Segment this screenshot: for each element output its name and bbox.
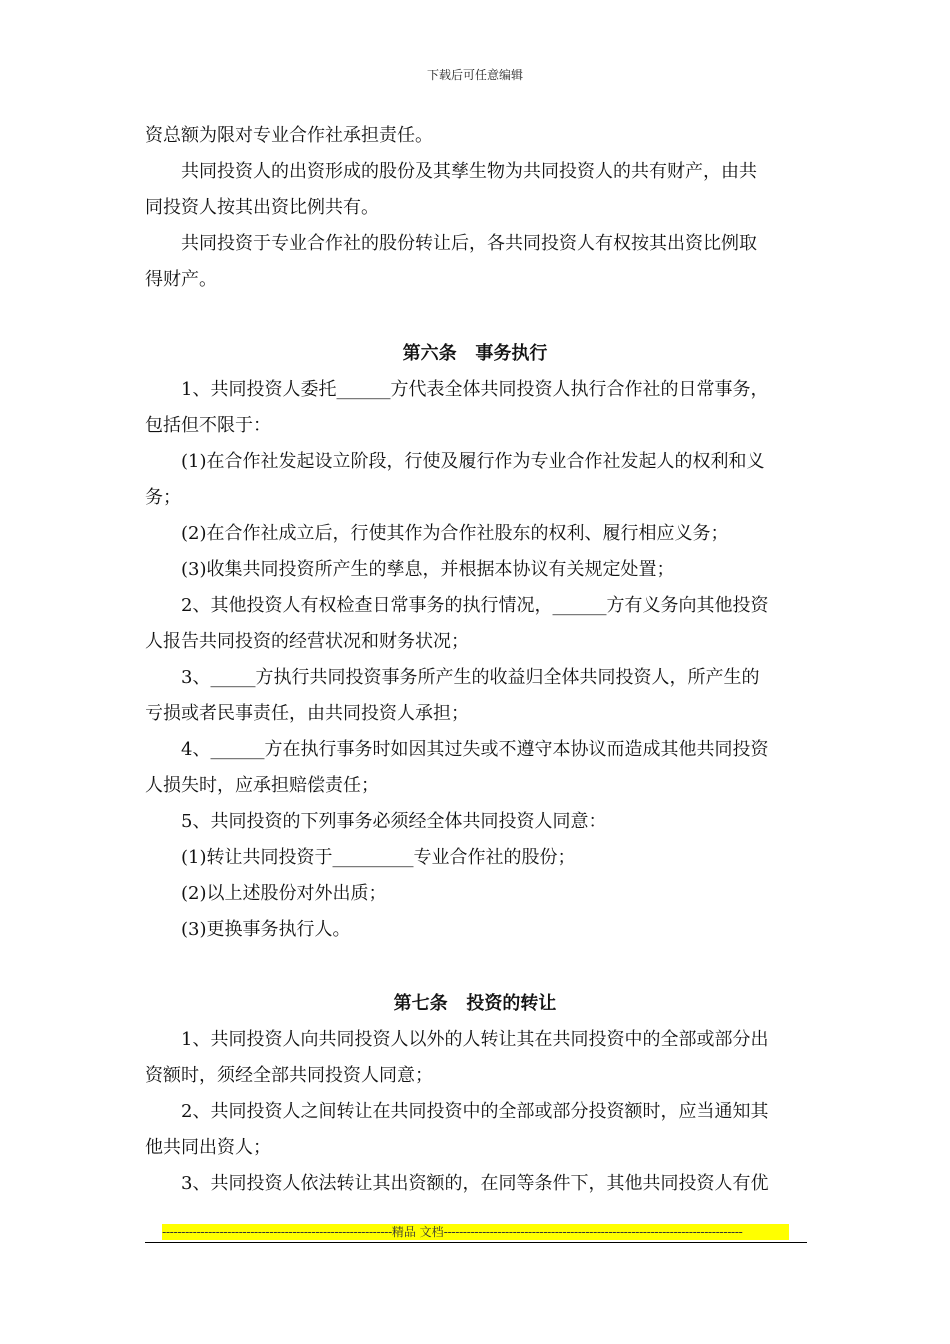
section-heading-6: 第六条 事务执行 <box>402 343 548 364</box>
paragraph-line: (2)以上述股份对外出质； <box>181 883 387 904</box>
paragraph-line: 3、_____方执行共同投资事务所产生的收益归全体共同投资人，所产生的 <box>181 667 760 688</box>
paragraph-line: 4、______方在执行事务时如因其过失或不遵守本协议而造成其他共同投资 <box>181 739 769 760</box>
paragraph-line: 亏损或者民事责任，由共同投资人承担； <box>145 703 469 724</box>
paragraph-line: (1)在合作社发起设立阶段，行使及履行作为专业合作社发起人的权利和义 <box>181 451 765 472</box>
paragraph-line: (2)在合作社成立后，行使其作为合作社股东的权利、履行相应义务； <box>181 523 729 544</box>
footer-rule <box>145 1242 807 1243</box>
paragraph-line: 1、共同投资人委托______方代表全体共同投资人执行合作社的日常事务， <box>181 379 769 400</box>
paragraph-line: 2、其他投资人有权检查日常事务的执行情况，______方有义务向其他投资 <box>181 595 769 616</box>
paragraph-line: 人损失时，应承担赔偿责任； <box>145 775 379 796</box>
paragraph-line: 5、共同投资的下列事务必须经全体共同投资人同意： <box>181 811 607 832</box>
paragraph-line: (3)更换事务执行人。 <box>181 919 351 940</box>
footer-text: 精品 文档 <box>391 1225 444 1239</box>
paragraph-line: 3、共同投资人依法转让其出资额的，在同等条件下，其他共同投资人有优 <box>181 1173 769 1194</box>
paragraph-line: 务； <box>145 487 181 508</box>
paragraph-line: (1)转让共同投资于_________专业合作社的股份； <box>181 847 576 868</box>
paragraph-line: 2、共同投资人之间转让在共同投资中的全部或部分投资额时，应当通知其 <box>181 1101 769 1122</box>
paragraph-line: 资总额为限对专业合作社承担责任。 <box>145 125 433 146</box>
paragraph-line: 资额时，须经全部共同投资人同意； <box>145 1065 433 1086</box>
paragraph-line: 同投资人按其出资比例共有。 <box>145 197 379 218</box>
paragraph-line: 得财产。 <box>145 269 217 290</box>
section-heading-7: 第七条 投资的转让 <box>393 993 557 1014</box>
footer-banner: ------------------------------------------------------------精品 文档------------------------------------------------------------------------------ <box>162 1224 789 1240</box>
paragraph-line: (3)收集共同投资所产生的孳息，并根据本协议有关规定处置； <box>181 559 675 580</box>
paragraph-line: 他共同出资人； <box>145 1137 271 1158</box>
page-header: 下载后可任意编辑 <box>426 68 523 82</box>
paragraph-line: 人报告共同投资的经营状况和财务状况； <box>145 631 469 652</box>
paragraph-line: 共同投资人的出资形成的股份及其孳生物为共同投资人的共有财产，由共 <box>181 161 757 182</box>
paragraph-line: 1、共同投资人向共同投资人以外的人转让其在共同投资中的全部或部分出 <box>181 1029 769 1050</box>
paragraph-line: 包括但不限于： <box>145 415 271 436</box>
paragraph-line: 共同投资于专业合作社的股份转让后，各共同投资人有权按其出资比例取 <box>181 233 757 254</box>
